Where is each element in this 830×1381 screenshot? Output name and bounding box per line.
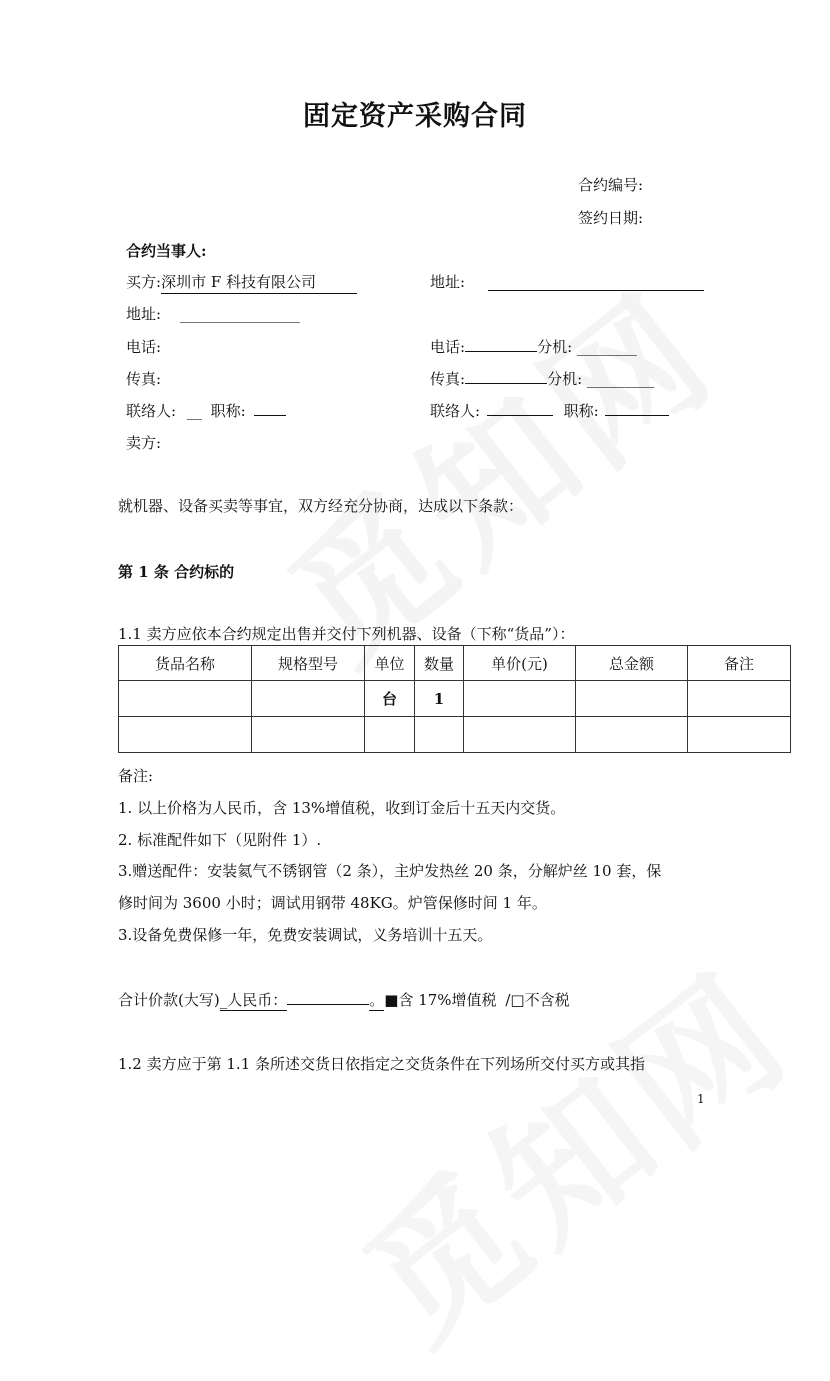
header-cell: 规格型号: [252, 646, 365, 681]
table-cell: [119, 681, 252, 717]
buyer-contact-row: [126, 400, 286, 421]
total-price-label: 合计价款(大写): [118, 991, 220, 1009]
header-cell: 单价(元): [464, 646, 576, 681]
article-1-heading: 第 1 条 合约标的: [118, 563, 235, 581]
goods-table: [118, 645, 791, 753]
parties-heading: 合约当事人:: [126, 242, 207, 260]
document-title: 固定资产采购合同: [303, 101, 527, 132]
tax-excluded-checkbox[interactable]: □: [510, 991, 525, 1009]
table-cell: [464, 717, 576, 753]
page-number: 1: [697, 1092, 705, 1106]
table-cell: 1: [415, 681, 464, 717]
table-cell: [415, 717, 464, 753]
seller-contact-line: [487, 401, 553, 416]
seller-address-label: 地址:: [430, 273, 466, 291]
table-row: [119, 681, 791, 717]
amount-line: [287, 990, 369, 1005]
seller-label-bottom: 卖方:: [126, 434, 162, 452]
buyer-phone-label: 电话:: [126, 338, 162, 356]
table-cell: 台: [365, 681, 415, 717]
total-period: 。: [369, 991, 385, 1009]
header-cell: 货品名称: [119, 646, 252, 681]
header-cell: 单位: [365, 646, 415, 681]
note-line-1: 1. 以上价格为人民币，含 13%增值税，收到订金后十五天内交货。: [118, 799, 566, 817]
table-header-row: [119, 646, 791, 681]
tax-included-label: 含 17%增值税: [398, 991, 497, 1009]
seller-phone-line: [465, 337, 537, 352]
seller-phone-label: 电话:: [430, 338, 466, 356]
buyer-title-line: [254, 401, 286, 416]
table-cell: [365, 717, 415, 753]
buyer-name: 深圳市 F 科技有限公司: [161, 271, 357, 294]
total-price-row: [118, 989, 570, 1010]
buyer-address-value: ________________: [179, 305, 300, 323]
header-cell: 总金额: [576, 646, 688, 681]
seller-title-label: 职称:: [563, 402, 599, 420]
note-line-4: 修时间为 3600 小时；调试用钢带 48KG。炉管保修时间 1 年。: [118, 894, 547, 912]
clause-1-1: 1.1 卖方应依本合约规定出售并交付下列机器、设备（下称“货品”）：: [118, 625, 575, 643]
table-cell: [464, 681, 576, 717]
table-cell: [119, 717, 252, 753]
table-row: [119, 717, 791, 753]
table-cell: [576, 681, 688, 717]
buyer-row: [126, 271, 357, 294]
table-cell: [576, 717, 688, 753]
intro-text: 就机器、设备买卖等事宜，双方经充分协商，达成以下条款：: [118, 497, 524, 515]
seller-phone-row: [430, 336, 637, 357]
seller-title-line: [605, 401, 669, 416]
seller-ext-label: 分机:: [537, 338, 573, 356]
note-line-2: 2. 标准配件如下（见附件 1）.: [118, 831, 322, 849]
seller-ext-blank: ________: [576, 338, 637, 356]
seller-fax-ext-label: 分机:: [547, 370, 583, 388]
tax-separator: /: [505, 991, 511, 1009]
seller-contact-row: [430, 400, 669, 421]
note-line-5: 3.设备免费保修一年，免费安装调试，义务培训十五天。: [118, 926, 493, 944]
seller-fax-line: [465, 369, 547, 384]
note-line-3: 3.赠送配件：安装氦气不锈钢管（2 条），主炉发热丝 20 条，分解炉丝 10 套，保: [118, 862, 662, 880]
seller-contact-label: 联络人:: [430, 402, 481, 420]
buyer-title-label: 职称:: [210, 402, 246, 420]
buyer-address-row: [126, 303, 300, 324]
buyer-address-label: 地址:: [126, 305, 162, 323]
table-cell: [688, 717, 791, 753]
table-cell: [252, 681, 365, 717]
sign-date-label: 签约日期:: [578, 209, 644, 227]
clause-1-2: 1.2 卖方应于第 1.1 条所述交货日依指定之交货条件在下列场所交付买方或其指: [118, 1055, 646, 1073]
tax-included-checkbox[interactable]: ■: [384, 991, 399, 1009]
tax-excluded-label: 不含税: [524, 991, 570, 1009]
seller-address-row: [430, 271, 465, 292]
table-cell: [688, 681, 791, 717]
notes-label: 备注:: [118, 767, 154, 785]
contract-number-label: 合约编号:: [578, 176, 644, 194]
seller-address-line: [488, 290, 704, 291]
buyer-fax-label: 传真:: [126, 370, 162, 388]
buyer-label: 买方:: [126, 273, 162, 291]
header-cell: 备注: [688, 646, 791, 681]
seller-fax-label: 传真:: [430, 370, 466, 388]
rmb-label: _人民币：: [219, 991, 288, 1009]
header-cell: 数量: [415, 646, 464, 681]
watermark-bottom: [314, 915, 825, 1381]
buyer-contact-blank: __: [186, 402, 202, 420]
seller-fax-ext-blank: _________: [586, 370, 655, 388]
table-cell: [252, 717, 365, 753]
seller-fax-row: [430, 368, 654, 389]
buyer-contact-label: 联络人:: [126, 402, 177, 420]
